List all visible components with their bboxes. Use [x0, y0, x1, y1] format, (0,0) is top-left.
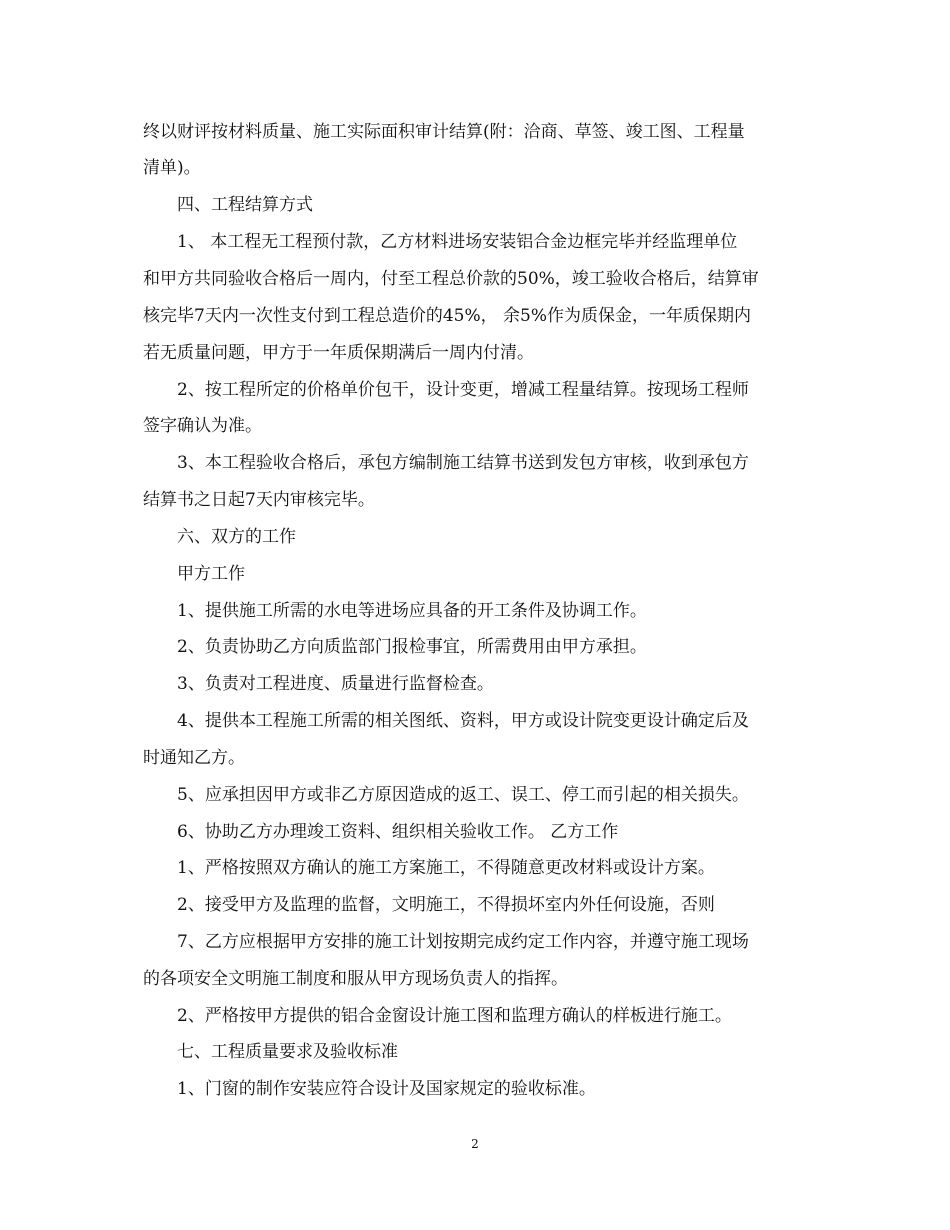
text-line: 5、应承担因甲方或非乙方原因造成的返工、误工、停工而引起的相关损失。: [177, 785, 749, 805]
text-line: 清单)。: [143, 158, 201, 178]
text-line: 1、严格按照双方确认的施工方案施工，不得随意更改材料或设计方案。: [177, 858, 715, 878]
text-line: 和甲方共同验收合格后一周内，付至工程总价款的50%，竣工验收合格后，结算审: [143, 269, 759, 289]
text-line: 3、负责对工程进度、质量进行监督检查。: [177, 674, 494, 694]
text-line: 6、协助乙方办理竣工资料、组织相关验收工作。 乙方工作: [177, 822, 619, 842]
text-line: 7、乙方应根据甲方安排的施工计划按期完成约定工作内容，并遵守施工现场: [177, 932, 749, 952]
section-heading: 七、工程质量要求及验收标准: [177, 1042, 398, 1062]
text-line: 的各项安全文明施工制度和服从甲方现场负责人的指挥。: [143, 969, 568, 989]
subsection-heading: 甲方工作: [177, 564, 245, 584]
text-line: 终以财评按材料质量、施工实际面积审计结算(附：洽商、草签、竣工图、工程量: [143, 122, 745, 142]
text-line: 2、严格按甲方提供的铝合金窗设计施工图和监理方确认的样板进行施工。: [177, 1006, 732, 1026]
text-line: 结算书之日起7天内审核完毕。: [143, 490, 375, 510]
section-heading: 四、工程结算方式: [177, 195, 313, 215]
page-number: 2: [471, 1137, 479, 1151]
text-line: 3、本工程验收合格后，承包方编制施工结算书送到发包方审核，收到承包方: [177, 453, 749, 473]
text-line: 签字确认为准。: [143, 416, 262, 436]
text-line: 2、按工程所定的价格单价包干，设计变更，增减工程量结算。按现场工程师: [177, 380, 749, 400]
text-line: 核完毕7天内一次性支付到工程总造价的45%， 余5%作为质保金，一年质保期内: [143, 306, 751, 326]
text-line: 若无质量问题，甲方于一年质保期满后一周内付清。: [143, 343, 534, 363]
text-line: 4、提供本工程施工所需的相关图纸、资料，甲方或设计院变更设计确定后及: [177, 711, 749, 731]
text-line: 1、门窗的制作安装应符合设计及国家规定的验收标准。: [177, 1079, 596, 1099]
text-line: 2、负责协助乙方向质监部门报检事宜，所需费用由甲方承担。: [177, 637, 647, 657]
text-line: 1、提供施工所需的水电等进场应具备的开工条件及协调工作。: [177, 601, 647, 621]
text-line: 2、接受甲方及监理的监督，文明施工，不得损坏室内外任何设施，否则: [177, 895, 715, 915]
section-heading: 六、双方的工作: [177, 527, 296, 547]
text-line: 时通知乙方。: [143, 748, 245, 768]
text-line: 1、 本工程无工程预付款，乙方材料进场安装铝合金边框完毕并经监理单位: [177, 232, 738, 252]
